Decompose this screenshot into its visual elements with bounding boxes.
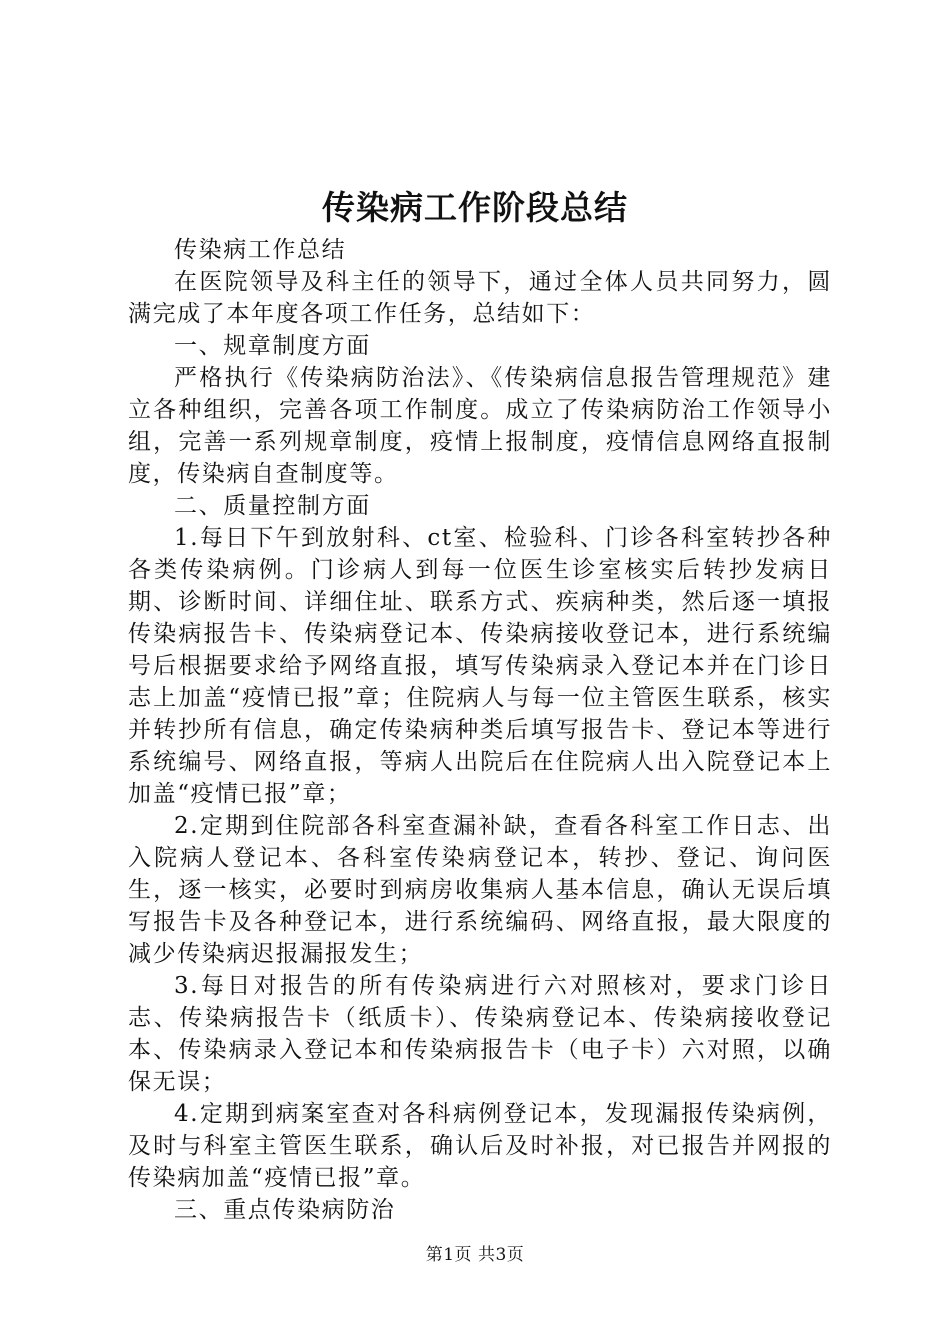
section-heading-key-diseases: 三、重点传染病防治 [174,1197,396,1223]
paragraph-quality-1: 1.每日下午到放射科、ct室、检验科、门诊各科室转抄各种各类传染病例。门诊病人到每一位医生诊室核实后转抄发病日期、诊断时间、详细住址、联系方式、疾病种类，然后逐一填报传染病报告卡、传染病登记本、传染病接收登记本，进行系统编号后根据要求给予网络直报，填写传染病录入登记本并在门诊日志上加盖“疫情已报”章；住院病人与每一位主管医生联系，核实并转抄所有信息，确定传染病种类后填写报告卡、登记本等进行系统编号、网络直报，等病人出院后在住院病人出入院登记本上加盖“疫情已报”章； [128,525,832,807]
document-body [128,234,832,1226]
paragraph-intro: 在医院领导及科主任的领导下，通过全体人员共同努力，圆满完成了本年度各项工作任务，总结如下： [128,269,832,327]
paragraph-subtitle: 传染病工作总结 [174,237,347,263]
paragraph-rules: 严格执行《传染病防治法》、《传染病信息报告管理规范》建立各种组织，完善各项工作制度。成立了传染病防治工作领导小组，完善一系列规章制度，疫情上报制度，疫情信息网络直报制度，传染病自查制度等。 [128,365,832,487]
page-footer: 第1页 共3页 [425,1245,525,1265]
document-title: 传染病工作阶段总结 [322,188,628,227]
paragraph-quality-2: 2.定期到住院部各科室查漏补缺，查看各科室工作日志、出入院病人登记本、各科室传染病登记本，转抄、登记、询问医生，逐一核实，必要时到病房收集病人基本信息，确认无误后填写报告卡及各种登记本，进行系统编码、网络直报，最大限度的减少传染病迟报漏报发生； [128,813,832,967]
paragraph-quality-4: 4.定期到病案室查对各科病例登记本，发现漏报传染病例，及时与科室主管医生联系，确认后及时补报，对已报告并网报的传染病加盖“疫情已报”章。 [128,1101,832,1191]
paragraph-quality-3: 3.每日对报告的所有传染病进行六对照核对，要求门诊日志、传染病报告卡（纸质卡）、传染病登记本、传染病接收登记本、传染病录入登记本和传染病报告卡（电子卡）六对照，以确保无误； [128,973,832,1095]
section-heading-rules: 一、规章制度方面 [174,333,371,359]
section-heading-quality: 二、质量控制方面 [174,493,371,519]
